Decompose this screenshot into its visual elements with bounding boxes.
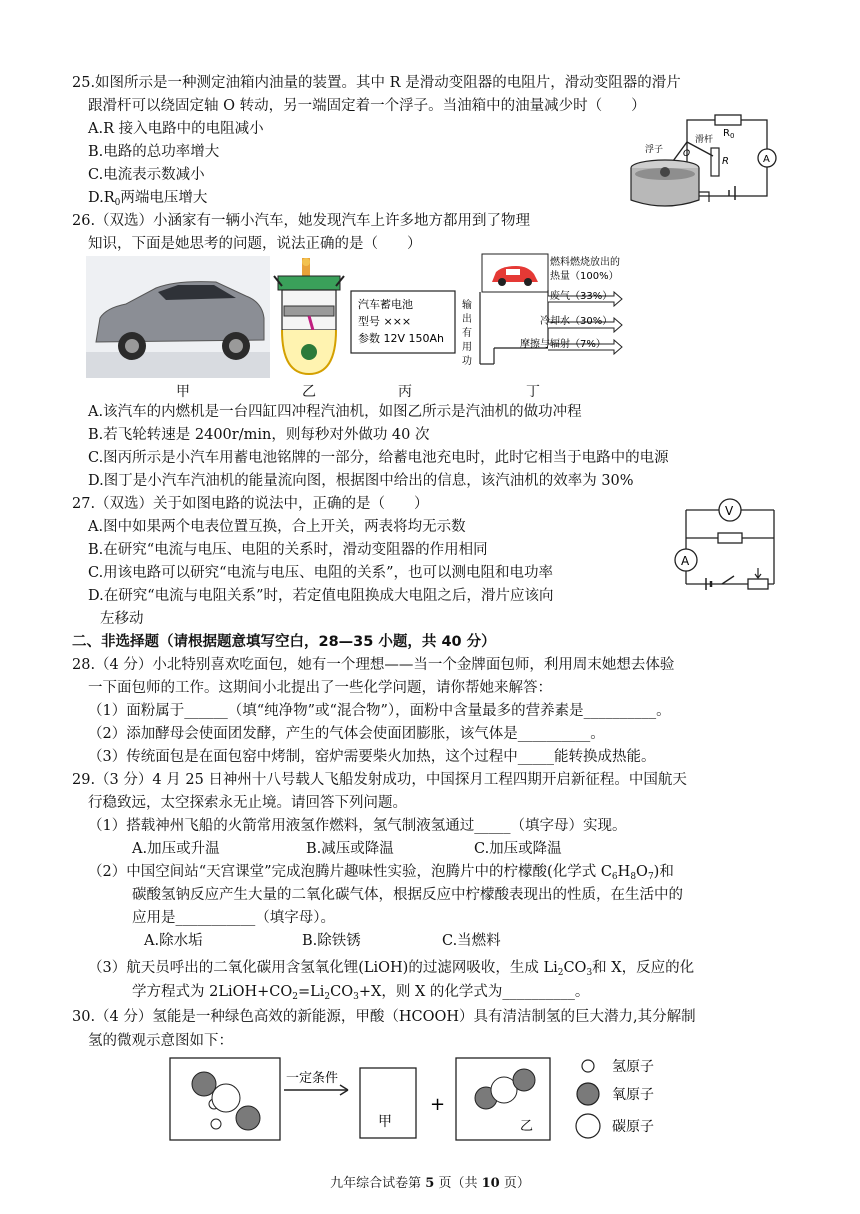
q30-stem-line1: 30.（4 分）氢能是一种绿色高效的新能源，甲酸（HCOOH）具有清洁制氢的巨大潜力,其分解制 <box>72 1009 696 1025</box>
car-photo-figure <box>86 256 270 378</box>
q29-p1-option-c: C.加压或降温 <box>474 841 562 857</box>
q29-stem-line2: 行稳致远，太空探索永无止境。请回答下列问题。 <box>88 795 407 811</box>
oil-gauge-circuit-figure <box>625 112 785 217</box>
q27-option-b: B.在研究“电流与电压、电阻的关系时，滑动变阻器的作用相同 <box>88 542 488 558</box>
carbon-atom <box>212 1084 240 1112</box>
r0-resistor <box>715 115 741 125</box>
q27-circuit-figure <box>670 496 786 596</box>
q26-stem-line2: 知识，下面是她思考的问题，说法正确的是（ ） <box>88 236 422 252</box>
useful-char-3: 有 <box>462 328 472 339</box>
plus-sign: + <box>430 1094 446 1115</box>
waste-gas-label: 废气（33%） <box>550 291 613 302</box>
q27-option-c: C.用该电路可以研究“电流与电压、电阻的关系”，也可以测电阻和电功率 <box>88 565 554 581</box>
slider-label: 滑杆 <box>695 135 714 145</box>
q28-stem-line2: 一下面包师的工作。这期间小北提出了一些化学问题，请你帮她来解答： <box>88 680 552 696</box>
battery-line3: 参数 12V 150Ah <box>358 332 445 345</box>
piston <box>284 306 334 316</box>
ammeter-label: A <box>763 154 770 165</box>
engine-stroke-figure <box>272 256 348 378</box>
legend-hydrogen-icon <box>582 1060 594 1072</box>
switch-symbol <box>722 576 734 584</box>
spark-plug <box>302 258 310 266</box>
q25-option-c: C.电流表示数减小 <box>88 167 205 183</box>
oxygen-atom <box>513 1069 535 1091</box>
q29-p2-option-b: B.除铁锈 <box>302 933 361 949</box>
q26-option-b: B.若飞轮转速是 2400r/min，则每秒对外做功 40 次 <box>88 427 430 443</box>
section-two-heading: 二、非选择题（请根据题意填写空白，28—35 小题，共 40 分） <box>72 634 496 650</box>
q29-part2-line1: （2）中国空间站“天宫课堂”完成泡腾片趣味性实验，泡腾片中的柠檬酸(化学式 $C_6H_8O_7$)和 <box>88 864 674 882</box>
legend-oxygen-icon <box>577 1083 599 1105</box>
oxygen-atom <box>236 1106 260 1130</box>
useful-char-5: 功 <box>462 356 472 367</box>
rheostat <box>748 579 768 589</box>
r-label: R <box>722 156 729 167</box>
float-ball <box>660 167 670 177</box>
q25-stem-line2: 跟滑杆可以绕固定轴 O 转动，另一端固定着一个浮子。当油箱中的油量减少时（ ） <box>88 98 646 114</box>
energy-head1: 燃料燃烧放出的 <box>550 257 620 268</box>
q25-stem-line1: 25.如图所示是一种测定油箱内油量的装置。其中 R 是滑动变阻器的电阻片，滑动变阻器的滑片 <box>72 75 681 91</box>
useful-char-4: 用 <box>462 342 472 353</box>
car-wheel-rear <box>229 339 243 353</box>
friction-label: 摩擦与辐射（7%） <box>520 339 606 350</box>
ammeter-label: A <box>681 554 690 568</box>
product-jia-label: 甲 <box>378 1114 392 1130</box>
hydrogen-atom <box>211 1119 221 1129</box>
energy-flow-figure <box>462 252 656 380</box>
q25-option-d: $D.R_0$两端电压增大 <box>88 190 208 208</box>
battery-nameplate-figure <box>350 290 456 354</box>
q29-stem-line1: 29.（3 分）4 月 25 日神州十八号载人飞船发射成功，中国探月工程四期开启新征程。中国航天 <box>72 772 687 788</box>
car-wheel-front <box>125 339 139 353</box>
caption-ding: 丁 <box>526 384 540 400</box>
q29-part2-line2: 碳酸氢钠反应产生大量的二氧化碳气体，根据反应中柠檬酸表现出的性质，在生活中的 <box>132 887 683 903</box>
page-footer: 九年综合试卷第 5 页（共 10 页） <box>330 1176 530 1191</box>
q27-option-a: A.图中如果两个电表位置互换，合上开关，两表将均无示数 <box>88 519 466 535</box>
float-label: 浮子 <box>645 145 664 155</box>
legend-carbon-label: 碳原子 <box>612 1119 654 1135</box>
q27-option-d: D.在研究“电流与电阻关系”时，若定值电阻换成大电阻之后，滑片应该向 <box>88 588 554 604</box>
legend-oxygen-label: 氧原子 <box>612 1087 654 1103</box>
q29-p1-option-a: A.加压或升温 <box>132 841 220 857</box>
q28-part2: （2）添加酵母会使面团发酵，产生的气体会使面团膨胀，该气体是__________。 <box>88 726 605 742</box>
q29-part3-line1: （3）航天员呼出的二氧化碳用含氢氧化锂(LiOH)的过滤网吸收，生成 $Li_2CO_3$和 X，反应的化 <box>88 960 695 978</box>
voltmeter-label: V <box>725 504 734 518</box>
q27-option-d-cont: 左移动 <box>100 611 144 627</box>
q28-part1: （1）面粉属于______（填“纯净物”或“混合物”），面粉中含量最多的营养素是__________。 <box>88 703 671 719</box>
o-label: O <box>683 149 691 159</box>
q25-option-a: A.R 接入电路中的电阻减小 <box>88 121 264 137</box>
r0-label: $R_0$ <box>723 128 735 140</box>
q26-option-a: A.该汽车的内燃机是一台四缸四冲程汽油机，如图乙所示是汽油机的做功冲程 <box>88 404 582 420</box>
q26-option-d: D.图丁是小汽车汽油机的能量流向图，根据图中给出的信息，该汽油机的效率为 30% <box>88 473 634 489</box>
cooling-water-label: 冷却水（30%） <box>540 316 613 327</box>
q27-stem: 27.（双选）关于如图电路的说法中，正确的是（ ） <box>72 496 429 512</box>
battery-line2: 型号 ××× <box>358 315 412 328</box>
q28-part3: （3）传统面包是在面包窑中烤制，窑炉需要柴火加热，这个过程中_____能转换成热能。 <box>88 749 656 765</box>
oxygen-atom <box>192 1072 216 1096</box>
q25-option-b: B.电路的总功率增大 <box>88 144 220 160</box>
q29-p1-option-b: B.减压或降温 <box>306 841 394 857</box>
caption-jia: 甲 <box>176 384 190 400</box>
q29-part3-line2: 学方程式为 $2LiOH+CO_2=Li_2CO_3+X$，则 X 的化学式为__________。 <box>132 984 590 1002</box>
reaction-condition: 一定条件 <box>286 1071 339 1086</box>
q28-stem-line1: 28.（4 分）小北特别喜欢吃面包，她有一个理想——当一个金牌面包师，利用周末她想去体验 <box>72 657 675 673</box>
legend-hydrogen-label: 氢原子 <box>612 1059 654 1075</box>
formic-acid-decomposition-figure <box>168 1054 688 1146</box>
rheostat-r <box>711 148 719 176</box>
battery-line1: 汽车蓄电池 <box>358 298 413 311</box>
q26-option-c: C.图丙所示是小汽车用蓄电池铭牌的一部分，给蓄电池充电时，此时它相当于电路中的电源 <box>88 450 669 466</box>
caption-yi: 乙 <box>302 384 316 400</box>
useful-char-2: 出 <box>462 314 472 325</box>
useful-char-1: 输 <box>462 300 472 311</box>
legend-carbon-icon <box>576 1114 600 1138</box>
q30-stem-line2: 氢的微观示意图如下： <box>88 1033 233 1049</box>
fixed-resistor <box>718 533 742 543</box>
product-yi-label: 乙 <box>520 1119 534 1134</box>
q29-p2-option-a: A.除水垢 <box>144 933 203 949</box>
energy-head2: 热量（100%） <box>550 271 619 282</box>
caption-bing: 丙 <box>398 384 412 400</box>
q26-stem-line1: 26.（双选）小涵家有一辆小汽车，她发现汽车上许多地方都用到了物理 <box>72 213 531 229</box>
q29-part2-line3: 应用是___________（填字母）。 <box>132 910 335 926</box>
q29-part1: （1）搭载神州飞船的火箭常用液氢作燃料，氢气制液氢通过_____（填字母）实现。 <box>88 818 627 834</box>
q29-p2-option-c: C.当燃料 <box>442 933 501 949</box>
